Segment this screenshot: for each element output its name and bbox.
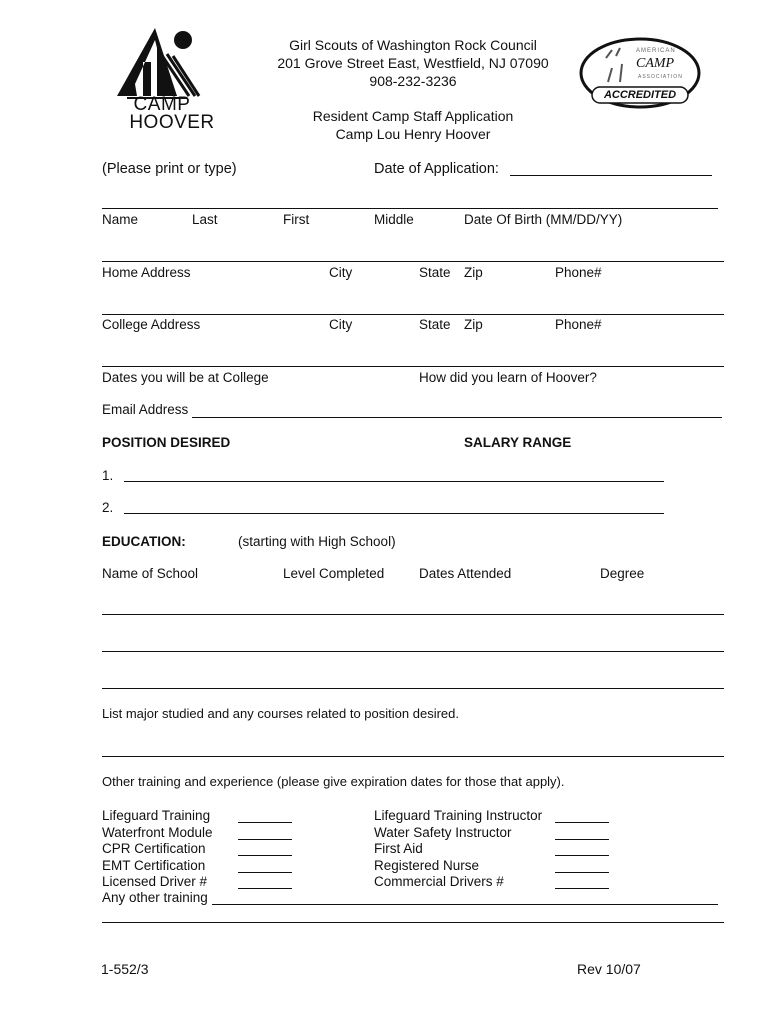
training-item-label: Registered Nurse xyxy=(374,857,480,873)
college-phone-label: Phone# xyxy=(555,317,602,332)
other-training-field[interactable] xyxy=(212,904,718,905)
training-item xyxy=(102,874,302,891)
aca-badge-text: ACCREDITED xyxy=(603,89,677,101)
college-dates-label: Dates you will be at College xyxy=(102,370,269,385)
form-subtitle: Camp Lou Henry Hoover xyxy=(335,126,491,142)
print-note: (Please print or type) xyxy=(102,161,237,177)
education-row-1-field[interactable] xyxy=(102,614,724,615)
major-label: List major studied and any courses related to position desired. xyxy=(102,706,459,721)
training-date-field[interactable] xyxy=(555,827,609,840)
training-date-field[interactable] xyxy=(238,810,292,823)
school-column-header: Name of School xyxy=(102,566,199,581)
education-heading: EDUCATION: xyxy=(102,534,186,549)
training-item xyxy=(374,808,624,825)
position-1-field[interactable] xyxy=(124,481,664,482)
training-item-label: First Aid xyxy=(374,841,423,856)
position-item-1-label: 1. xyxy=(102,468,114,483)
college-dates-field[interactable] xyxy=(102,366,724,367)
dob-label: Date Of Birth (MM/DD/YY) xyxy=(464,212,623,227)
training-item-label: Water Safety Instructor xyxy=(374,824,512,840)
training-item-label: Licensed Driver # xyxy=(102,874,208,889)
salary-range-heading: SALARY RANGE xyxy=(464,435,572,450)
other-training-extra-field[interactable] xyxy=(102,922,724,923)
position-2-field[interactable] xyxy=(124,513,664,514)
form-title: Resident Camp Staff Application xyxy=(312,108,514,124)
training-item-label: Waterfront Module xyxy=(102,824,213,840)
dates-column-header: Dates Attended xyxy=(419,566,512,581)
college-state-label: State xyxy=(419,317,451,332)
college-address-label: College Address xyxy=(102,317,201,332)
learn-of-hoover-label: How did you learn of Hoover? xyxy=(419,370,597,385)
home-zip-label: Zip xyxy=(464,265,483,280)
email-field[interactable] xyxy=(192,417,722,418)
training-item-label: EMT Certification xyxy=(102,857,206,873)
training-item xyxy=(102,841,302,858)
email-label: Email Address xyxy=(102,402,189,417)
training-date-field[interactable] xyxy=(555,876,609,889)
form-number: 1-552/3 xyxy=(101,961,149,977)
training-item xyxy=(102,825,302,842)
training-item xyxy=(374,825,624,842)
home-address-label: Home Address xyxy=(102,265,191,280)
aca-text-camp: CAMP xyxy=(636,56,675,71)
college-city-label: City xyxy=(329,317,353,332)
training-item-label: Lifeguard Training Instructor xyxy=(374,808,543,823)
home-address-field[interactable] xyxy=(102,261,724,262)
aca-text-assoc: ASSOCIATION xyxy=(638,74,683,80)
home-phone-label: Phone# xyxy=(555,265,602,280)
org-phone: 908-232-3236 xyxy=(369,73,457,89)
camp-hoover-logo-line2: HOOVER xyxy=(129,112,215,133)
level-column-header: Level Completed xyxy=(283,566,385,581)
training-item xyxy=(102,808,302,825)
education-note: (starting with High School) xyxy=(238,534,396,549)
training-date-field[interactable] xyxy=(238,876,292,889)
education-row-2-field[interactable] xyxy=(102,651,724,652)
training-item xyxy=(102,858,302,875)
training-item-label: Lifeguard Training xyxy=(102,808,211,823)
education-row-3-field[interactable] xyxy=(102,688,724,689)
name-label: Name xyxy=(102,212,139,227)
training-date-field[interactable] xyxy=(238,843,292,856)
home-city-label: City xyxy=(329,265,353,280)
training-date-field[interactable] xyxy=(238,827,292,840)
major-field[interactable] xyxy=(102,756,724,757)
training-item xyxy=(374,841,624,858)
training-item-label: CPR Certification xyxy=(102,841,206,856)
training-right-list xyxy=(374,808,624,891)
training-date-field[interactable] xyxy=(555,843,609,856)
training-item-label: Commercial Drivers # xyxy=(374,874,504,889)
position-desired-heading: POSITION DESIRED xyxy=(102,435,231,450)
training-label: Other training and experience (please give expiration dates for those that apply). xyxy=(102,774,565,789)
college-zip-label: Zip xyxy=(464,317,483,332)
application-date-label: Date of Application: xyxy=(374,161,499,177)
revision-date: Rev 10/07 xyxy=(577,961,641,977)
training-date-field[interactable] xyxy=(555,860,609,873)
home-state-label: State xyxy=(419,265,451,280)
org-name: Girl Scouts of Washington Rock Council xyxy=(289,37,537,53)
aca-text-top: AMERICAN xyxy=(636,48,676,54)
org-address: 201 Grove Street East, Westfield, NJ 07090 xyxy=(277,55,549,71)
training-item xyxy=(374,858,624,875)
middle-name-label: Middle xyxy=(374,212,414,227)
last-name-label: Last xyxy=(192,212,218,227)
college-address-field[interactable] xyxy=(102,314,724,315)
other-training-label: Any other training xyxy=(102,890,208,905)
training-date-field[interactable] xyxy=(238,860,292,873)
position-item-2-label: 2. xyxy=(102,500,114,515)
first-name-label: First xyxy=(283,212,310,227)
training-item xyxy=(374,874,624,891)
name-field[interactable] xyxy=(102,208,718,209)
training-left-list xyxy=(102,808,302,891)
training-date-field[interactable] xyxy=(555,810,609,823)
degree-column-header: Degree xyxy=(600,566,645,581)
camp-hoover-logo-line1: CAMP xyxy=(133,94,191,115)
application-date-field[interactable] xyxy=(510,175,712,176)
